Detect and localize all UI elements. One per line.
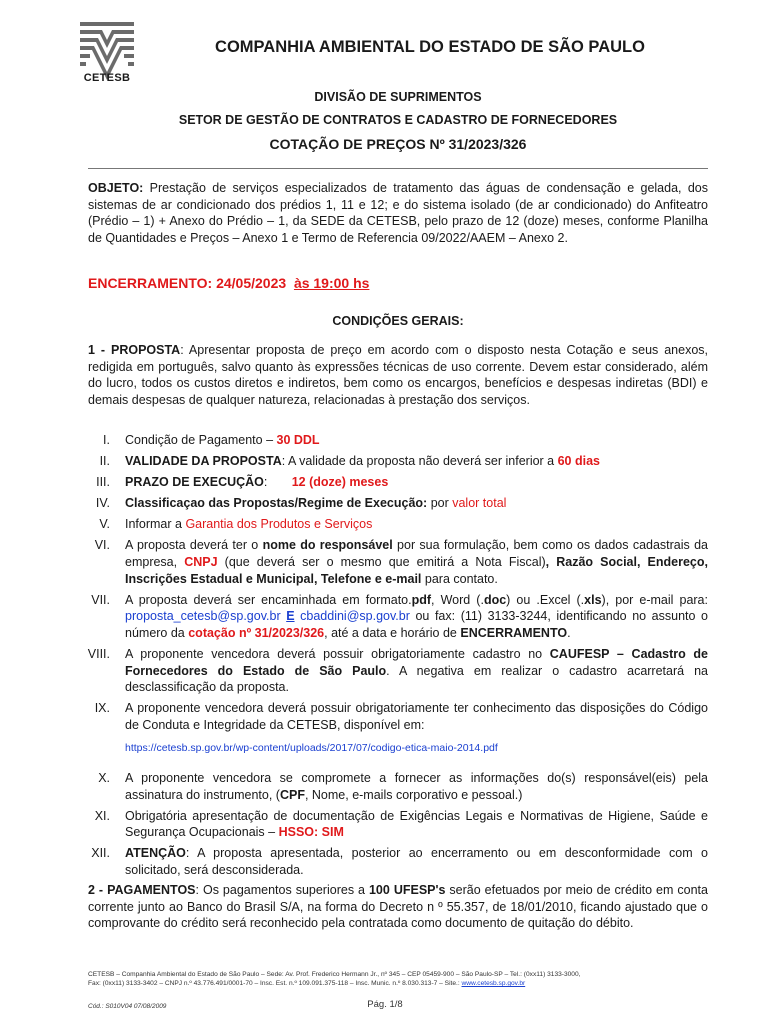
objeto-text: Prestação de serviços especializados de tratamento das águas de condensação e gelada, dos sistemas de ar condicionado dos prédios 1, 11 e 12; e do sistema isolado (de ar condicionado) do Anfiteatro (Prédio – 1) + Anexo do Prédio – 1, da SEDE da CETESB, pelo prazo de 12 (doze) meses, conforme Planilha de Quantidades e Preços – Anexo 1 e Termo de Referencia 09/2022/AAEM – Anexo 2. — [88, 181, 708, 245]
footer-site-link[interactable]: www.cetesb.sp.gov.br — [461, 980, 526, 987]
logo-text: CETESB — [83, 72, 131, 84]
list-item — [88, 453, 708, 470]
item-number: XI. — [94, 808, 110, 823]
item-text: A proponente vencedora deverá possuir obrigatoriamente cadastro no — [125, 647, 550, 662]
item-bold: , Razão Social, Endereço, Inscrições Estadual e Municipal, Telefone e e-mail — [125, 555, 708, 586]
regime-value: valor total — [452, 496, 507, 511]
item-text: A proposta deverá ser encaminhada em formato. — [125, 592, 412, 607]
proposta-paragraph — [88, 342, 708, 408]
item-bold: VALIDADE DA PROPOSTA — [125, 454, 282, 469]
item-bold: ENCERRAMENTO — [460, 625, 568, 640]
item-bold: nome do responsável — [262, 538, 393, 553]
item-text: ), por e-mail para: — [601, 592, 708, 607]
list-item — [88, 495, 708, 512]
footer-line-2-text: Fax: (0xx11) 3133-3402 – CNPJ n.º 43.776.491/0001-70 – Insc. Est. n.º 109.091.375-118 – Insc. Munic. n.º 8.030.313-7 – Site.: — [88, 980, 462, 987]
item-text: A proponente vencedora se compromete a fornecer as informações do(s) responsável(eis) pela assinatura do instrumento, ( — [125, 771, 708, 802]
item-number: V. — [99, 517, 110, 532]
item-bold: CPF — [279, 787, 305, 802]
item-text: , Word (. — [431, 592, 484, 607]
item-number: XII. — [91, 846, 110, 861]
encerramento-time: às 19:00 hs — [293, 275, 370, 291]
item-text: . A negativa em realizar o cadastro acarretará na desclassificação da proposta. — [125, 663, 708, 695]
list-item — [88, 432, 708, 449]
proposta-label: 1 - PROPOSTA — [88, 343, 181, 357]
item-bold: PRAZO DE EXECUÇÃO — [125, 475, 264, 490]
pagamentos-paragraph — [88, 882, 708, 932]
sector-title: SETOR DE GESTÃO DE CONTRATOS E CADASTRO DE FORNECEDORES — [178, 113, 618, 127]
item-text: ou fax: (11) 3133-3244, identificando no assunto o número da — [125, 609, 708, 640]
item-text: : A proposta apresentada, posterior ao encerramento ou em desconformidade com o solicitado, será desconsiderada. — [125, 846, 708, 878]
document-code: Cód.: S010V04 07/08/2009 — [88, 1003, 167, 1010]
item-text: por — [427, 496, 453, 511]
list-item — [88, 592, 708, 642]
list-item — [88, 770, 708, 803]
item-bold: ATENÇÃO — [125, 846, 186, 861]
list-item — [88, 516, 708, 533]
item-text: Obrigatória apresentação de documentação de Exigências Legais e Normativas de Higiene, Saúde e Segurança Ocupacionais – — [125, 808, 708, 840]
list-item — [88, 474, 708, 491]
item-text: Condição de Pagamento – — [125, 433, 277, 447]
quote-title: COTAÇÃO DE PREÇOS Nº 31/2023/326 — [269, 136, 527, 152]
item-number: X. — [98, 771, 110, 786]
execution-period: 12 (doze) meses — [291, 475, 389, 490]
footer-line-2 — [88, 979, 708, 988]
conditions-title: CONDIÇÕES GERAIS: — [332, 314, 464, 328]
item-number: VI. — [94, 538, 110, 553]
item-text: ) ou .Excel (. — [506, 592, 585, 607]
page-footer — [88, 970, 708, 988]
item-text: A proposta deverá ter o — [125, 538, 263, 553]
list-item — [88, 537, 708, 587]
list-item — [88, 808, 708, 841]
conditions-list — [88, 432, 708, 883]
pagamentos-label: 2 - PAGAMENTOS — [88, 883, 196, 897]
objeto-paragraph — [88, 180, 708, 246]
proposta-text: : Apresentar proposta de preço em acordo com o disposto nesta Cotação e seus anexos, redigida em português, salvo quanto às expressões técnicas de uso corrente. Devem estar considerado, além do lucro, todos os custos diretos e indiretos, bem como os encargos, benefícios e despesas indiretas (BDI) e demais despesas de qualquer natureza, relacionadas à prestação dos serviços. — [88, 343, 708, 407]
objeto-label: OBJETO: — [88, 181, 144, 195]
item-number: IV. — [95, 496, 110, 511]
item-bold: Classificaçao das Propostas/Regime de Execução: — [125, 496, 428, 511]
item-bold: CAUFESP – Cadastro de Fornecedores do Estado de São Paulo — [125, 647, 708, 678]
item-bold: pdf — [411, 592, 432, 607]
item-number: II. — [99, 454, 110, 469]
encerramento-label: ENCERRAMENTO: 24/05/2023 — [88, 275, 287, 291]
validity-days: 60 dias — [557, 454, 600, 469]
payment-term: 30 DDL — [276, 433, 320, 447]
item-number: IX. — [94, 701, 110, 716]
email-conjunction: E — [286, 609, 295, 624]
item-bold: xls — [584, 592, 602, 607]
item-text: : — [263, 475, 268, 490]
pagamentos-bold: 100 UFESP's — [368, 883, 446, 897]
guarantee-text: Garantia dos Produtos e Serviços — [185, 517, 373, 532]
item-text: (que deverá ser o mesmo que emitirá a Nota Fiscal) — [217, 555, 546, 570]
item-text: para contato. — [421, 571, 498, 586]
item-text: . — [567, 625, 571, 640]
item-bold: doc — [483, 592, 507, 607]
item-number: III. — [96, 475, 110, 490]
item-number: VII. — [91, 592, 110, 607]
item-text: , até a data e horário de — [324, 625, 461, 640]
page-number: Pág. 1/8 — [367, 999, 403, 1010]
pagamentos-text: : Os pagamentos superiores a — [195, 883, 369, 897]
company-title: COMPANHIA AMBIENTAL DO ESTADO DE SÃO PAULO — [215, 38, 645, 56]
item-text: A proponente vencedora deverá possuir obrigatoriamente ter conhecimento das disposições do Código de Conduta e Integridade da CETESB, disponível em: — [125, 701, 708, 732]
item-number: I. — [103, 433, 110, 447]
list-item — [88, 646, 708, 696]
item-number: VIII. — [87, 647, 110, 662]
division-title: DIVISÃO DE SUPRIMENTOS — [314, 90, 482, 104]
footer-line-1: CETESB – Companhia Ambiental do Estado de São Paulo – Sede: Av. Prof. Frederico Hermann Jr., nº 345 – CEP 05459-900 – São Paulo-SP – Tel.: (0xx11) 3133-3000, — [88, 971, 581, 978]
pagamentos-text: serão efetuados por meio de crédito em conta corrente junto ao Banco do Brasil S/A, na forma do Decreto n º 55.357, de 18/01/2010, ficando ajustado que o comprovante do crédito será reconhecido pela contratada como documento de quitação do débito. — [88, 883, 708, 931]
code-of-conduct-link[interactable]: https://cetesb.sp.gov.br/wp-content/uploads/2017/07/codigo-etica-maio-2014.pdf — [125, 741, 498, 754]
quote-number-highlight: cotação nº 31/2023/326 — [188, 625, 325, 640]
header-divider — [88, 168, 708, 169]
item-text: : A validade da proposta não deverá ser inferior a — [281, 454, 558, 469]
email-link-proposta[interactable]: proposta_cetesb@sp.gov.br — [125, 609, 281, 624]
list-item — [88, 845, 708, 878]
email-link-cbaddini[interactable]: cbaddini@sp.gov.br — [300, 609, 410, 624]
cnpj-highlight: CNPJ — [184, 555, 218, 570]
hsso-highlight: HSSO: SIM — [278, 825, 344, 840]
item-text: , Nome, e-mails corporativo e pessoal.) — [304, 787, 523, 802]
item-text: por sua formulação, bem como os dados cadastrais da empresa, — [125, 538, 708, 570]
encerramento-line — [88, 275, 369, 291]
list-item — [88, 700, 708, 756]
item-text: Informar a — [125, 517, 186, 532]
